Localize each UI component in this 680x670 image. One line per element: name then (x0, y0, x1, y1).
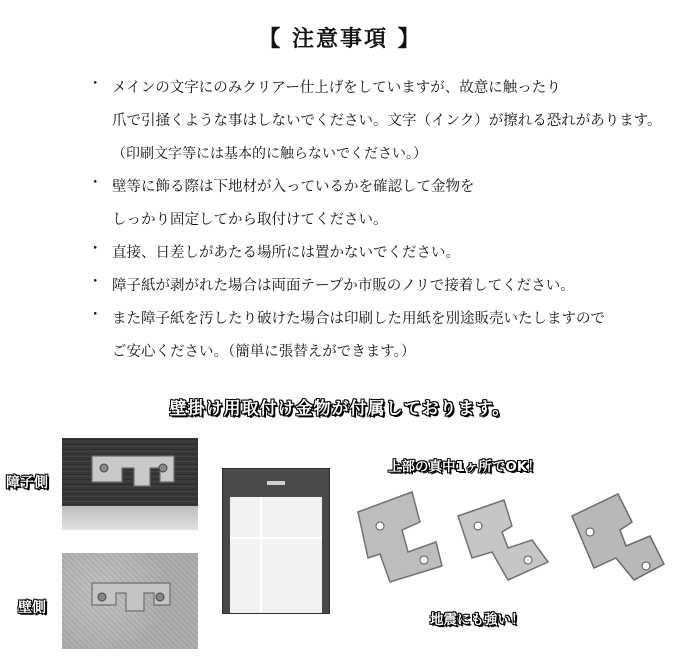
hook-piece-3-icon (562, 486, 672, 586)
shoji-side-photo (62, 438, 198, 530)
hook-piece-2-icon (452, 492, 560, 588)
page-title: 【 注意事項 】 (258, 27, 422, 52)
note-item (88, 303, 648, 369)
wall-hook-icon (62, 553, 198, 649)
note-line: 壁等に飾る際は下地材が入っているかを確認して金物を (112, 179, 475, 195)
note-line: 直接、日差しがあたる場所には置かないでください。 (112, 245, 460, 261)
note-line: 爪で引掻くような事はしないでください。文字（インク）が擦れる恐れがあります。 (112, 113, 662, 129)
hook-piece-1-icon (350, 482, 460, 592)
hanger-mark (267, 481, 285, 485)
note-item (88, 72, 662, 171)
bullet: ・ (88, 274, 103, 290)
note-item (88, 237, 648, 270)
bullet: ・ (88, 307, 103, 323)
shoji-paper (230, 497, 322, 614)
notes-list (88, 72, 662, 369)
note-line: また障子紙を汚したり破けた場合は印刷した用紙を別途販売いたしますので (112, 311, 605, 327)
note-item (88, 270, 648, 303)
framed-product-photo (222, 468, 330, 614)
note-item (88, 171, 648, 237)
bullet: ・ (88, 175, 103, 191)
hook-bracket-icon (62, 438, 198, 530)
wall-side-label: 壁側 (18, 600, 46, 616)
hardware-heading: 壁掛け用取付け金物が付属しております。 (169, 399, 511, 419)
bullet: ・ (88, 241, 103, 257)
shoji-side-label: 障子側 (6, 475, 48, 491)
note-line: メインの文字にのみクリアー仕上げをしていますが、故意に触ったり (112, 80, 561, 96)
note-line: ご安心ください。（簡単に張替えができます。） (112, 344, 416, 360)
note-line: 障子紙が剥がれた場合は両面テープか市販のノリで接着してください。 (112, 278, 575, 294)
attach-position-label: 上部の真中1ヶ所でOK！ (388, 459, 541, 475)
note-line: しっかり固定してから取付けてください。 (112, 212, 388, 228)
wall-side-photo (62, 553, 198, 649)
bullet: ・ (88, 76, 103, 92)
note-line: （印刷文字等には基本的に触らないでください。） (112, 146, 427, 162)
earthquake-label: 地震にも強い！ (430, 612, 525, 628)
